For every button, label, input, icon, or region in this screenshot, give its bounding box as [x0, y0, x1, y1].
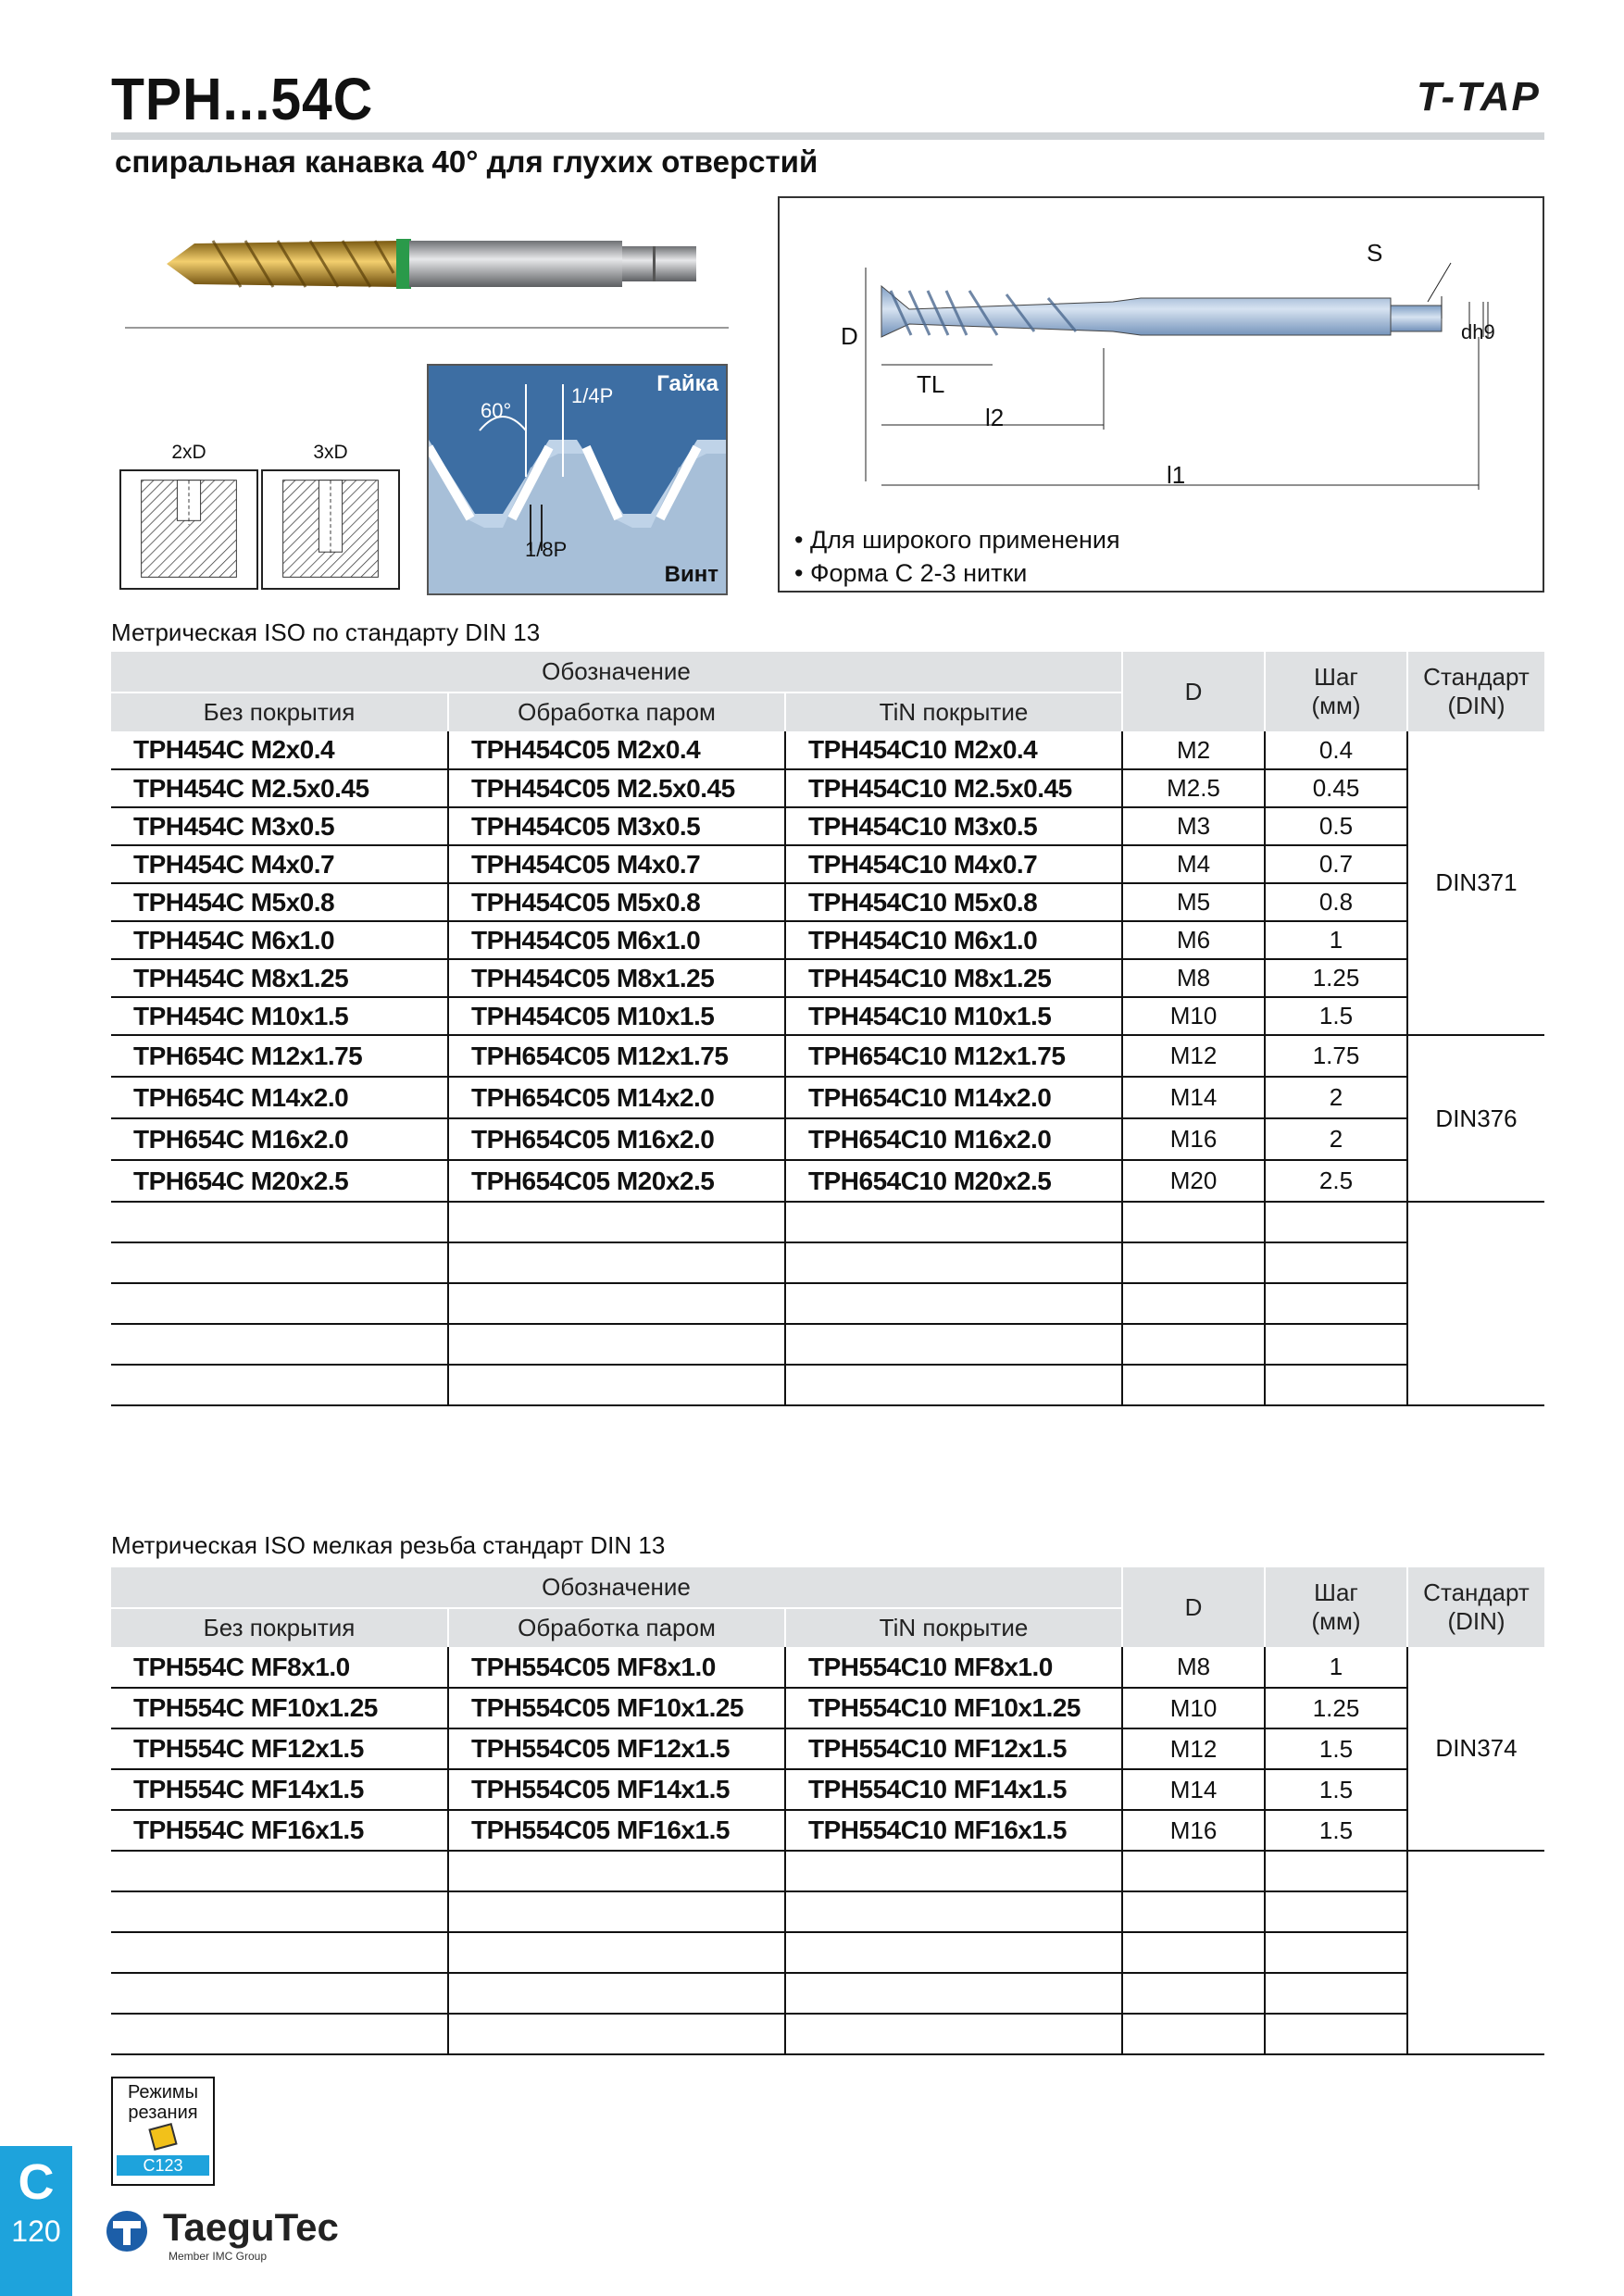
- designation-tin: TPH554C10 MF10x1.25: [785, 1688, 1122, 1728]
- cutting-modes-line1: Режимы: [127, 2082, 199, 2103]
- empty-cell: [448, 1283, 785, 1324]
- table-row: [111, 883, 1544, 921]
- empty-cell: [1265, 1202, 1407, 1242]
- taegutec-logo-mark: [104, 2208, 159, 2254]
- empty-cell: [1122, 1932, 1265, 1973]
- table-metric-iso: [111, 652, 1544, 1406]
- pitch-cell: 1: [1265, 921, 1407, 959]
- photo-divider: [125, 327, 729, 329]
- header-pitch-line1: Шаг: [1314, 1578, 1358, 1606]
- header-pitch: [1265, 652, 1407, 731]
- designation-steam: TPH554C05 MF14x1.5: [448, 1769, 785, 1810]
- empty-cell: [1265, 1973, 1407, 2014]
- dim-label-l1: l1: [1167, 461, 1186, 489]
- designation-steam: TPH654C05 M20x2.5: [448, 1160, 785, 1202]
- empty-cell: [111, 1283, 448, 1324]
- empty-row: [111, 1932, 1544, 1973]
- designation-uncoated: TPH454C M2x0.4: [111, 731, 448, 769]
- empty-row: [111, 2014, 1544, 2054]
- empty-cell: [1265, 1324, 1407, 1365]
- empty-cell: [1265, 1365, 1407, 1405]
- header-uncoated: Без покрытия: [111, 693, 448, 731]
- dim-label-d: D: [841, 322, 858, 350]
- designation-tin: TPH654C10 M14x2.0: [785, 1077, 1122, 1118]
- feature-bullet-1: • Для широкого применения: [794, 526, 1120, 554]
- designation-steam: TPH554C05 MF12x1.5: [448, 1728, 785, 1769]
- empty-cell: [785, 1851, 1122, 1891]
- designation-tin: TPH454C10 M4x0.7: [785, 845, 1122, 883]
- empty-cell: [1122, 1973, 1265, 2014]
- header-d: D: [1122, 1567, 1265, 1647]
- dim-label-tl: TL: [917, 370, 945, 398]
- empty-cell: [785, 1202, 1122, 1242]
- pitch-cell: 0.8: [1265, 883, 1407, 921]
- diameter-cell: M3: [1122, 807, 1265, 845]
- empty-cell: [111, 1365, 448, 1405]
- cutting-insert-icon: [144, 2123, 181, 2151]
- empty-cell: [448, 1973, 785, 2014]
- empty-cell: [1122, 1242, 1265, 1283]
- designation-uncoated: TPH454C M6x1.0: [111, 921, 448, 959]
- pitch-cell: 0.7: [1265, 845, 1407, 883]
- empty-cell: [1122, 1891, 1265, 1932]
- empty-cell: [448, 1202, 785, 1242]
- empty-cell: [1122, 1283, 1265, 1324]
- taegutec-logo-text: TaeguTec: [163, 2205, 339, 2249]
- designation-tin: TPH654C10 M20x2.5: [785, 1160, 1122, 1202]
- empty-cell: [448, 1851, 785, 1891]
- designation-uncoated: TPH554C MF10x1.25: [111, 1688, 448, 1728]
- designation-steam: TPH454C05 M10x1.5: [448, 997, 785, 1035]
- empty-cell: [111, 1242, 448, 1283]
- table-row: [111, 1077, 1544, 1118]
- standard-cell: DIN371: [1407, 731, 1544, 1035]
- header-rule: [111, 132, 1544, 140]
- header-standard-line1: Стандарт: [1423, 663, 1530, 691]
- header-standard: [1407, 652, 1544, 731]
- header-standard-line2: (DIN): [1447, 692, 1505, 719]
- designation-tin: TPH554C10 MF14x1.5: [785, 1769, 1122, 1810]
- designation-steam: TPH554C05 MF16x1.5: [448, 1810, 785, 1851]
- empty-cell: [785, 1324, 1122, 1365]
- empty-cell: [1265, 1891, 1407, 1932]
- header-designation: Обозначение: [111, 652, 1122, 693]
- standard-cell: DIN374: [1407, 1647, 1544, 1851]
- t-tap-logo: T-TAP: [1417, 74, 1541, 119]
- designation-steam: TPH454C05 M5x0.8: [448, 883, 785, 921]
- cutting-conditions-link[interactable]: [111, 2077, 215, 2186]
- designation-uncoated: TPH454C M5x0.8: [111, 883, 448, 921]
- header-uncoated: Без покрытия: [111, 1608, 448, 1647]
- pitch-cell: 1.5: [1265, 1810, 1407, 1851]
- designation-steam: TPH654C05 M12x1.75: [448, 1035, 785, 1077]
- pitch-cell: 1.5: [1265, 1769, 1407, 1810]
- pitch-cell: 0.5: [1265, 807, 1407, 845]
- designation-uncoated: TPH454C M8x1.25: [111, 959, 448, 997]
- diameter-cell: M12: [1122, 1035, 1265, 1077]
- tap-photo: [157, 213, 713, 315]
- designation-tin: TPH454C10 M3x0.5: [785, 807, 1122, 845]
- designation-steam: TPH654C05 M16x2.0: [448, 1118, 785, 1160]
- diameter-cell: M2.5: [1122, 769, 1265, 807]
- designation-tin: TPH654C10 M16x2.0: [785, 1118, 1122, 1160]
- table-row: [111, 959, 1544, 997]
- table-row: [111, 921, 1544, 959]
- empty-cell: [111, 1851, 448, 1891]
- diameter-cell: M8: [1122, 1647, 1265, 1688]
- table2-body: [111, 1647, 1544, 2054]
- table-row: [111, 807, 1544, 845]
- header-steam: Обработка паром: [448, 693, 785, 731]
- blind-hole-3xd-diagram: [261, 469, 400, 590]
- pitch-cell: 1: [1265, 1647, 1407, 1688]
- angle-label: 60°: [481, 399, 512, 422]
- empty-cell: [448, 1891, 785, 1932]
- diameter-cell: M8: [1122, 959, 1265, 997]
- empty-cell: [1407, 1202, 1544, 1405]
- section-letter: C: [18, 2154, 55, 2210]
- empty-cell: [448, 1932, 785, 1973]
- empty-cell: [448, 1242, 785, 1283]
- empty-cell: [785, 2014, 1122, 2054]
- designation-tin: TPH454C10 M5x0.8: [785, 883, 1122, 921]
- empty-cell: [448, 2014, 785, 2054]
- header-standard: [1407, 1567, 1544, 1647]
- empty-row: [111, 1202, 1544, 1242]
- page-title: TPH...54C: [111, 66, 374, 132]
- header-pitch: [1265, 1567, 1407, 1647]
- empty-cell: [111, 1324, 448, 1365]
- empty-cell: [1122, 2014, 1265, 2054]
- eighth-pitch-label: 1/8P: [525, 538, 568, 561]
- dim-label-l2: l2: [985, 404, 1005, 431]
- designation-steam: TPH454C05 M4x0.7: [448, 845, 785, 883]
- empty-cell: [111, 1891, 448, 1932]
- designation-uncoated: TPH554C MF8x1.0: [111, 1647, 448, 1688]
- empty-cell: [785, 1973, 1122, 2014]
- page-subtitle: спиральная канавка 40° для глухих отверстий: [115, 144, 818, 179]
- standard-cell: DIN376: [1407, 1035, 1544, 1202]
- designation-steam: TPH454C05 M3x0.5: [448, 807, 785, 845]
- table-row: [111, 845, 1544, 883]
- dim-label-dh9: dh9: [1461, 320, 1495, 343]
- nut-label: Гайка: [656, 371, 718, 396]
- dim-label-s: S: [1367, 239, 1383, 267]
- empty-cell: [1265, 1242, 1407, 1283]
- empty-cell: [448, 1324, 785, 1365]
- header-d: D: [1122, 652, 1265, 731]
- designation-steam: TPH454C05 M8x1.25: [448, 959, 785, 997]
- header-designation: Обозначение: [111, 1567, 1122, 1608]
- table-row: [111, 1769, 1544, 1810]
- empty-cell: [1265, 1851, 1407, 1891]
- header-tin: TiN покрытие: [785, 1608, 1122, 1647]
- designation-tin: TPH454C10 M8x1.25: [785, 959, 1122, 997]
- designation-uncoated: TPH654C M20x2.5: [111, 1160, 448, 1202]
- header-standard-line2: (DIN): [1447, 1607, 1505, 1635]
- empty-cell: [1122, 1365, 1265, 1405]
- empty-cell: [111, 1973, 448, 2014]
- feature-bullet-2: • Форма С 2-3 нитки: [794, 559, 1028, 587]
- thread-profile-diagram: [427, 364, 728, 595]
- designation-tin: TPH454C10 M2.5x0.45: [785, 769, 1122, 807]
- designation-steam: TPH554C05 MF8x1.0: [448, 1647, 785, 1688]
- designation-uncoated: TPH554C MF12x1.5: [111, 1728, 448, 1769]
- diameter-cell: M2: [1122, 731, 1265, 769]
- pitch-cell: 1.5: [1265, 997, 1407, 1035]
- designation-steam: TPH454C05 M2x0.4: [448, 731, 785, 769]
- designation-uncoated: TPH654C M14x2.0: [111, 1077, 448, 1118]
- diameter-cell: M4: [1122, 845, 1265, 883]
- table-row: [111, 769, 1544, 807]
- designation-tin: TPH554C10 MF8x1.0: [785, 1647, 1122, 1688]
- depth-label-2xd: 2xD: [171, 442, 206, 463]
- header-pitch-line1: Шаг: [1314, 663, 1358, 691]
- empty-row: [111, 1283, 1544, 1324]
- empty-cell: [785, 1283, 1122, 1324]
- designation-uncoated: TPH454C M10x1.5: [111, 997, 448, 1035]
- table1-body: [111, 731, 1544, 1405]
- designation-steam: TPH454C05 M6x1.0: [448, 921, 785, 959]
- empty-cell: [1122, 1202, 1265, 1242]
- empty-cell: [1265, 2014, 1407, 2054]
- pitch-cell: 2.5: [1265, 1160, 1407, 1202]
- empty-row: [111, 1242, 1544, 1283]
- designation-uncoated: TPH454C M3x0.5: [111, 807, 448, 845]
- designation-tin: TPH554C10 MF16x1.5: [785, 1810, 1122, 1851]
- diameter-cell: M14: [1122, 1769, 1265, 1810]
- empty-cell: [1122, 1324, 1265, 1365]
- cutting-ref: C123: [117, 2155, 209, 2176]
- diameter-cell: M10: [1122, 997, 1265, 1035]
- empty-row: [111, 1891, 1544, 1932]
- empty-cell: [1265, 1283, 1407, 1324]
- designation-uncoated: TPH654C M16x2.0: [111, 1118, 448, 1160]
- empty-cell: [1265, 1932, 1407, 1973]
- empty-row: [111, 1365, 1544, 1405]
- pitch-cell: 1.25: [1265, 959, 1407, 997]
- designation-tin: TPH454C10 M10x1.5: [785, 997, 1122, 1035]
- empty-cell: [111, 1202, 448, 1242]
- designation-tin: TPH554C10 MF12x1.5: [785, 1728, 1122, 1769]
- taegutec-logo-subtext: Member IMC Group: [169, 2250, 268, 2263]
- quarter-pitch-label: 1/4P: [571, 384, 614, 407]
- designation-uncoated: TPH554C MF14x1.5: [111, 1769, 448, 1810]
- table-row: [111, 1160, 1544, 1202]
- table1-caption: Метрическая ISO по стандарту DIN 13: [111, 618, 541, 646]
- pitch-cell: 2: [1265, 1077, 1407, 1118]
- depth-label-3xd: 3xD: [313, 442, 348, 463]
- table-row: [111, 1035, 1544, 1077]
- cutting-modes-line2: резания: [128, 2103, 198, 2123]
- empty-row: [111, 1324, 1544, 1365]
- header-pitch-line2: (мм): [1311, 1607, 1361, 1635]
- designation-uncoated: TPH554C MF16x1.5: [111, 1810, 448, 1851]
- diameter-cell: M10: [1122, 1688, 1265, 1728]
- diameter-cell: M5: [1122, 883, 1265, 921]
- empty-cell: [785, 1242, 1122, 1283]
- designation-steam: TPH654C05 M14x2.0: [448, 1077, 785, 1118]
- diameter-cell: M16: [1122, 1118, 1265, 1160]
- table-row: [111, 1118, 1544, 1160]
- pitch-cell: 0.45: [1265, 769, 1407, 807]
- blind-hole-2xd-diagram: [119, 469, 258, 590]
- designation-uncoated: TPH454C M2.5x0.45: [111, 769, 448, 807]
- empty-cell: [785, 1932, 1122, 1973]
- pitch-cell: 1.25: [1265, 1688, 1407, 1728]
- empty-cell: [448, 1365, 785, 1405]
- designation-tin: TPH654C10 M12x1.75: [785, 1035, 1122, 1077]
- header-standard-line1: Стандарт: [1423, 1578, 1530, 1606]
- diameter-cell: M12: [1122, 1728, 1265, 1769]
- empty-cell: [1407, 1851, 1544, 2054]
- table-row: [111, 1810, 1544, 1851]
- header-tin: TiN покрытие: [785, 693, 1122, 731]
- table-row: [111, 997, 1544, 1035]
- diameter-cell: M16: [1122, 1810, 1265, 1851]
- designation-tin: TPH454C10 M2x0.4: [785, 731, 1122, 769]
- diameter-cell: M6: [1122, 921, 1265, 959]
- table2-caption: Метрическая ISO мелкая резьба стандарт DIN 13: [111, 1531, 666, 1559]
- table-row: [111, 1728, 1544, 1769]
- header-steam: Обработка паром: [448, 1608, 785, 1647]
- empty-row: [111, 1851, 1544, 1891]
- table-row: [111, 1688, 1544, 1728]
- designation-uncoated: TPH654C M12x1.75: [111, 1035, 448, 1077]
- empty-cell: [1122, 1851, 1265, 1891]
- table-row: [111, 731, 1544, 769]
- designation-steam: TPH554C05 MF10x1.25: [448, 1688, 785, 1728]
- designation-uncoated: TPH454C M4x0.7: [111, 845, 448, 883]
- screw-label: Винт: [664, 562, 718, 587]
- empty-cell: [785, 1365, 1122, 1405]
- designation-tin: TPH454C10 M6x1.0: [785, 921, 1122, 959]
- pitch-cell: 0.4: [1265, 731, 1407, 769]
- designation-steam: TPH454C05 M2.5x0.45: [448, 769, 785, 807]
- empty-cell: [785, 1891, 1122, 1932]
- table-row: [111, 1647, 1544, 1688]
- empty-row: [111, 1973, 1544, 2014]
- empty-cell: [111, 1932, 448, 1973]
- diameter-cell: M20: [1122, 1160, 1265, 1202]
- pitch-cell: 1.75: [1265, 1035, 1407, 1077]
- pitch-cell: 1.5: [1265, 1728, 1407, 1769]
- page-number: 120: [11, 2215, 61, 2248]
- header-pitch-line2: (мм): [1311, 692, 1361, 719]
- table-metric-fine: [111, 1567, 1544, 2055]
- diameter-cell: M14: [1122, 1077, 1265, 1118]
- pitch-cell: 2: [1265, 1118, 1407, 1160]
- empty-cell: [111, 2014, 448, 2054]
